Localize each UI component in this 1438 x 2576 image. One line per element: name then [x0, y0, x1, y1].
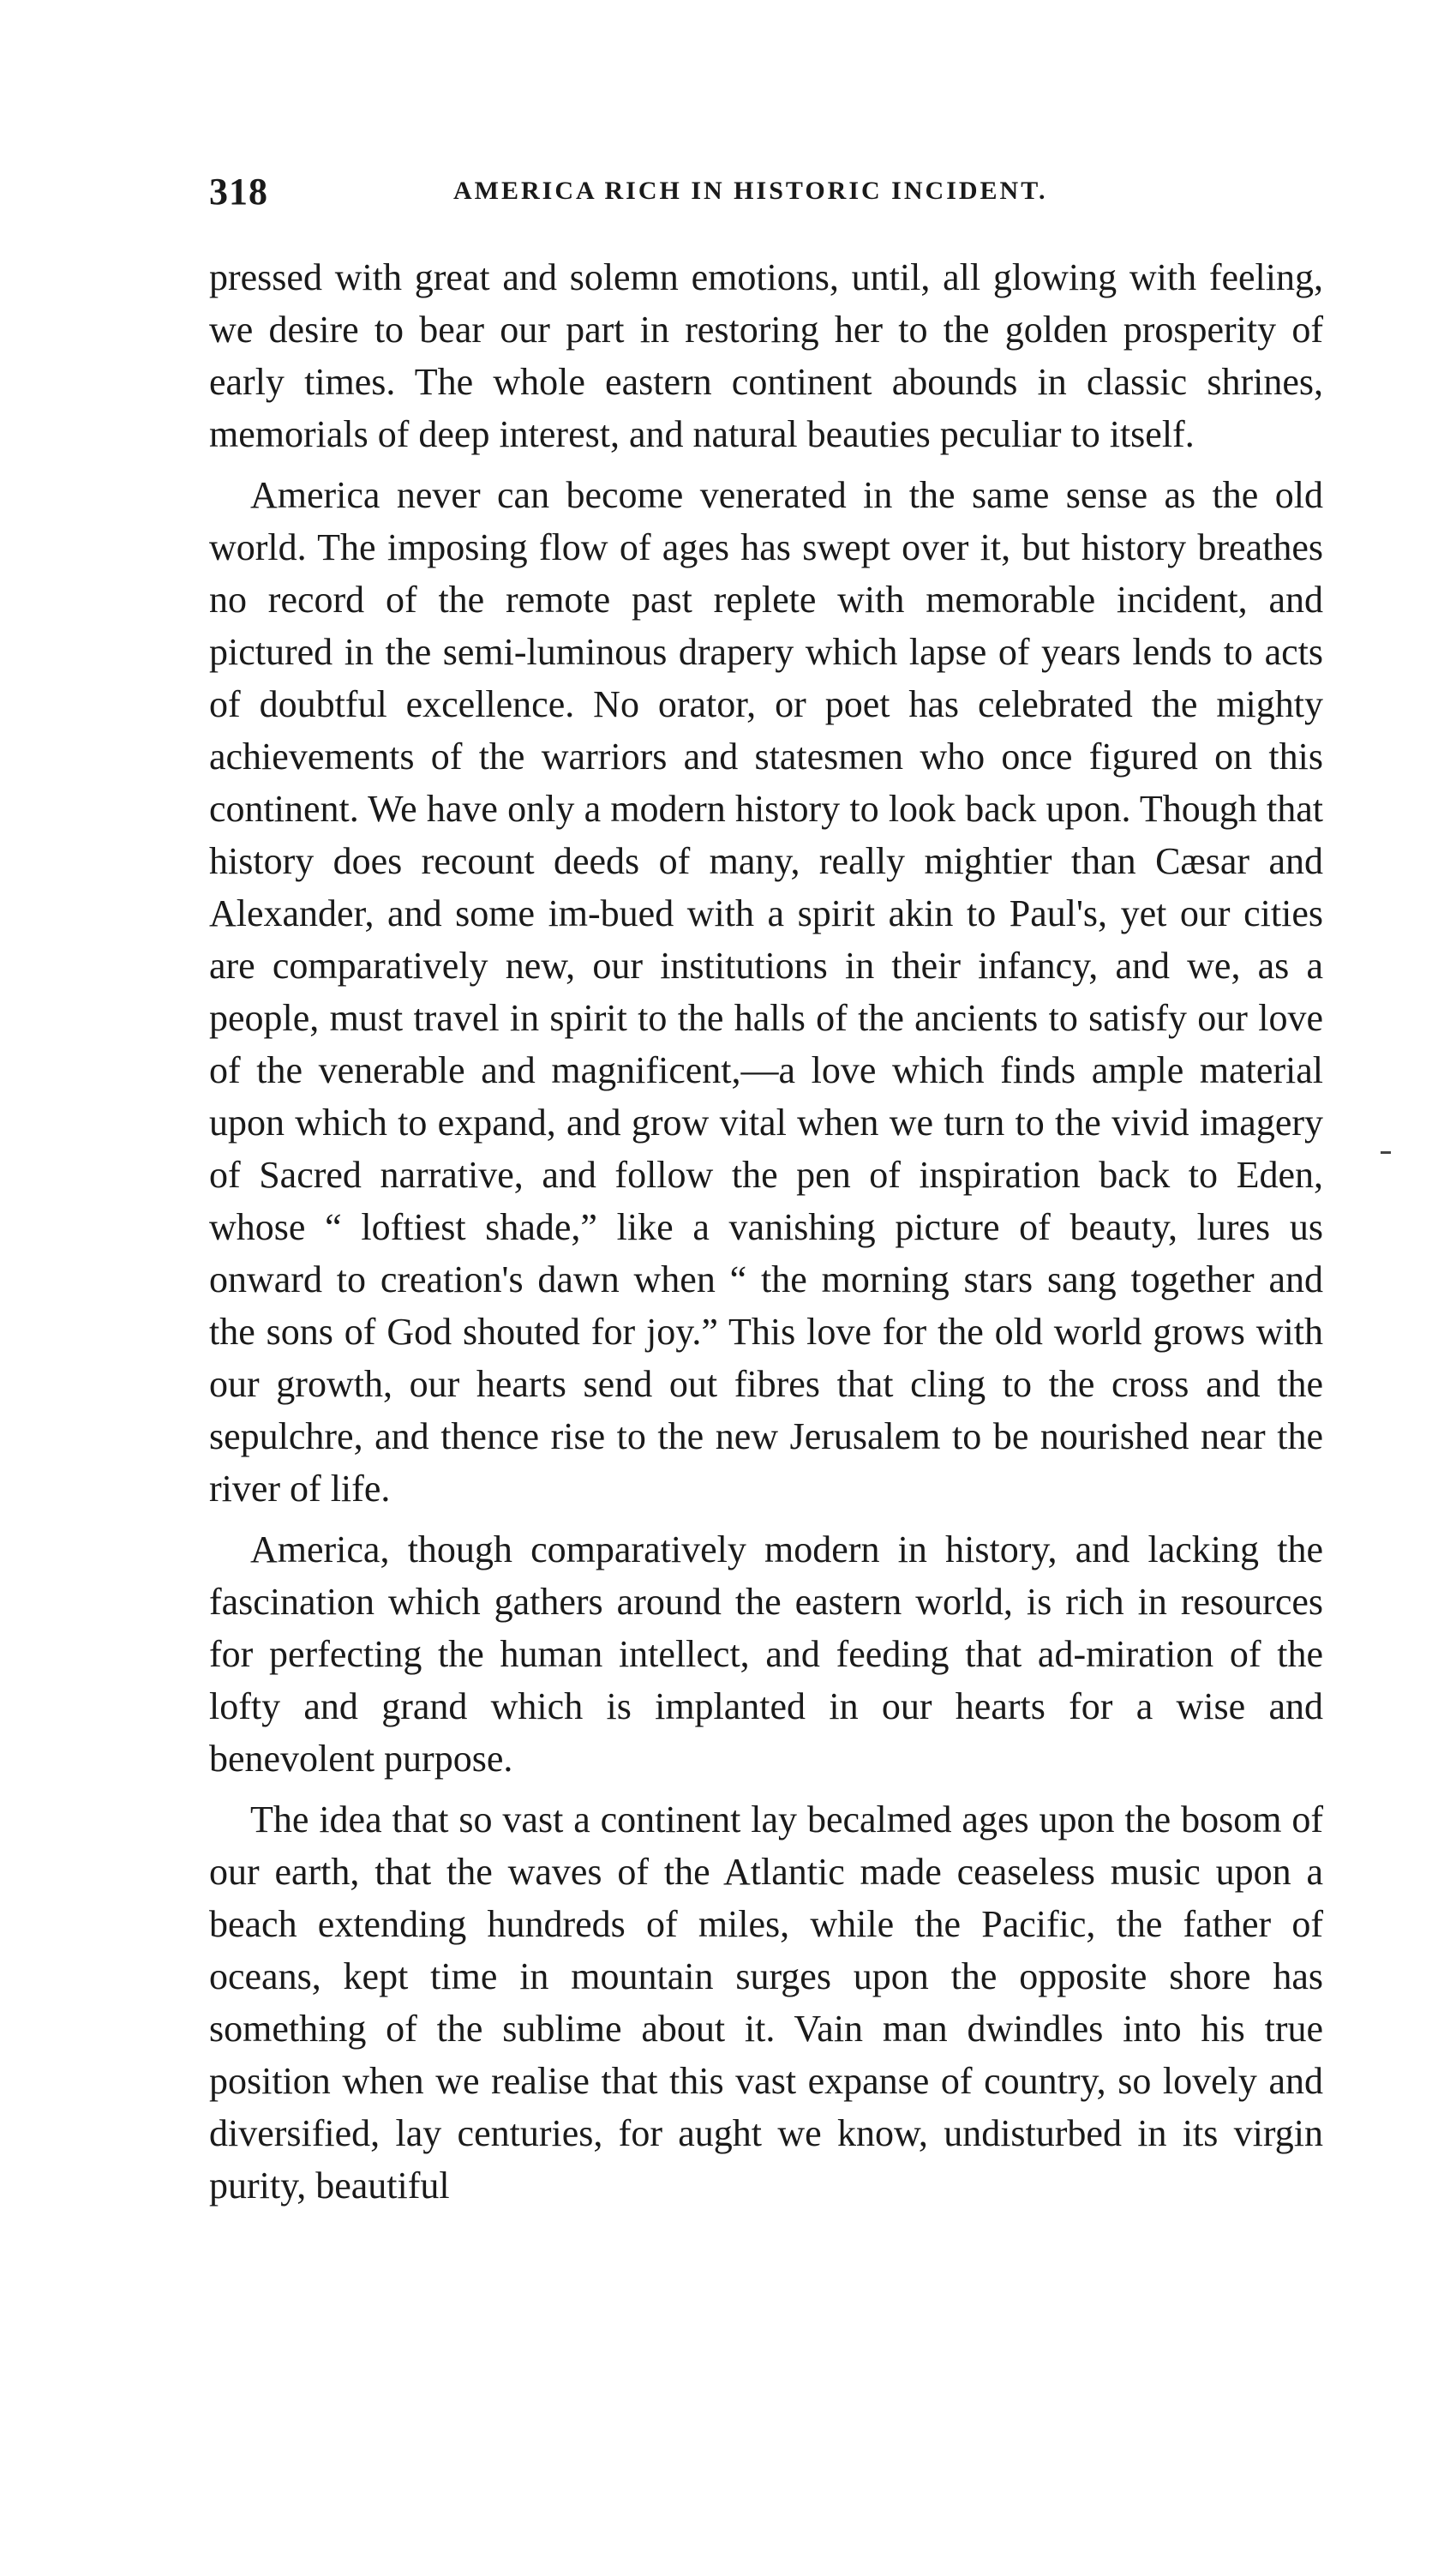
body-text: [209, 251, 1323, 2220]
paragraph-1: pressed with great and solemn emotions, until, all glowing with feeling, we desire to bear our part in restoring her to the golden prosperity of early times. The whole eastern continent abounds in classic shrines, memorials of deep interest, and natural beauties peculiar to itself.: [209, 256, 1323, 455]
paragraph-4: The idea that so vast a continent lay becalmed ages upon the bosom of our earth, that the waves of the Atlantic made ceaseless music upon a beach extending hundreds of miles, while the Pacific, the father of oceans, kept time in mountain surges upon the opposite shore has something of the sublime about it. Vain man dwindles into his true position when we realise that this vast expanse of country, so lovely and diversified, lay centuries, for aught we know, undisturbed in its virgin purity, beautiful: [209, 1798, 1323, 2207]
page-number: 318: [209, 171, 268, 213]
running-head: [209, 170, 1323, 221]
paragraph-3: America, though comparatively modern in history, and lacking the fascination which gathers around the eastern world, is rich in resources for perfecting the human intellect, and feeding that ad-miration of the lofty and grand which is implanted in our hearts for a wise and benevolent purpose.: [209, 1528, 1323, 1780]
running-title: AMERICA RICH IN HISTORIC INCIDENT.: [453, 177, 1048, 205]
margin-mark: [1381, 1151, 1391, 1154]
paragraph-2: America never can become venerated in the same sense as the old world. The imposing flow of ages has swept over it, but history breathes no record of the remote past replete with memorable incident, and pictured in the semi-luminous drapery which lapse of years lends to acts of doubtful excellence. No orator, or poet has celebrated the mighty achievements of the warriors and statesmen who once figured on this continent. We have only a modern history to look back upon. Though that history does recount deeds of many, really mightier than Cæsar and Alexander, and some im-bued with a spirit akin to Paul's, yet our cities are comparatively new, our institutions in their infancy, and we, as a people, must travel in spirit to the halls of the ancients to satisfy our love of the venerable and magnificent,—a love which finds ample material upon which to expand, and grow vital when we turn to the vivid imagery of Sacred narrative, and follow the pen of inspiration back to Eden, whose “ loftiest shade,” like a vanishing picture of beauty, lures us onward to creation's dawn when “ the morning stars sang together and the sons of God shouted for joy.” This love for the old world grows with our growth, our hearts send out fibres that cling to the cross and the sepulchre, and thence rise to the new Jerusalem to be nourished near the river of life.: [209, 474, 1323, 1510]
